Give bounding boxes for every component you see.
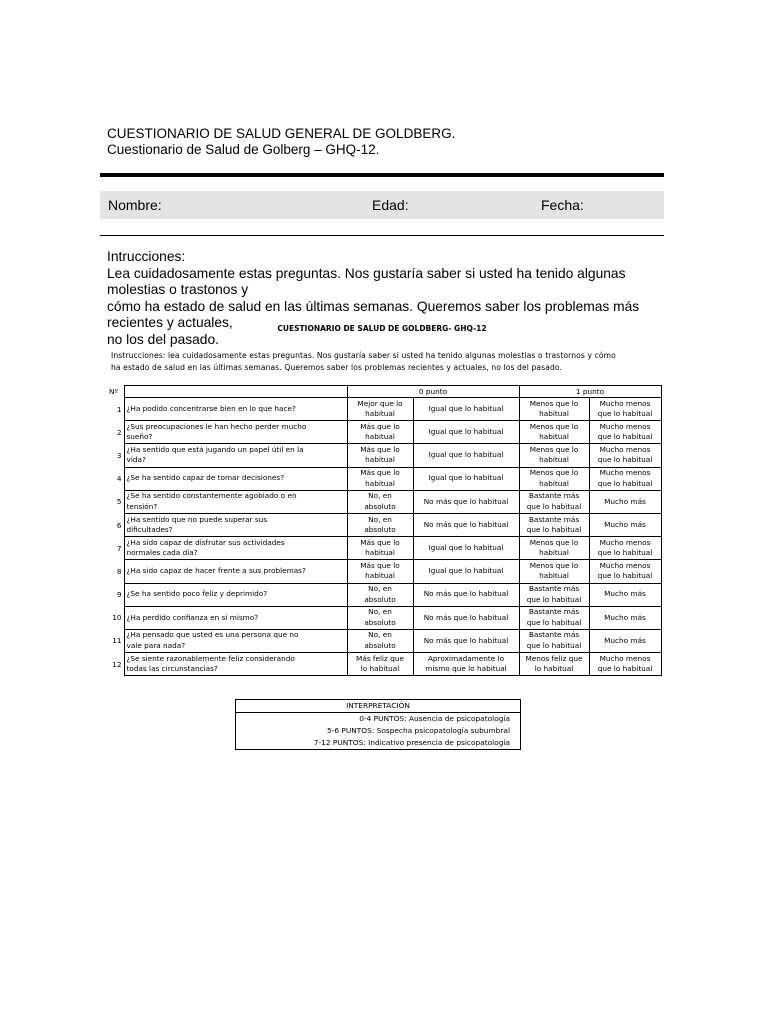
col-num-header: Nº [109, 387, 118, 396]
question-number: 2 [116, 427, 122, 437]
answer-line: habitual [539, 478, 569, 488]
answer-option-a[interactable] [347, 560, 413, 583]
answer-option-d[interactable] [589, 537, 661, 560]
answer-option-a[interactable] [347, 421, 413, 444]
answer-line: habitual [539, 548, 569, 558]
answer-line: lo habitual [360, 664, 400, 674]
answer-option-d[interactable] [589, 583, 661, 606]
question-text [124, 421, 347, 444]
question-line: ¿Se ha sentido capaz de tomar decisiones? [126, 473, 285, 483]
answer-line: No más que lo habitual [423, 612, 509, 622]
answer-option-b[interactable] [413, 560, 519, 583]
interpretation-line: 5-6 PUNTOS: Sospecha psicopatología subumbral [326, 726, 510, 735]
answer-option-b[interactable] [413, 653, 519, 676]
question-number: 3 [116, 450, 122, 460]
question-number: 10 [112, 613, 122, 623]
answer-option-c[interactable] [519, 490, 589, 513]
question-line: ¿Se ha sentido constantemente agobiado o en [126, 491, 297, 501]
answer-line: habitual [539, 409, 569, 419]
answer-option-b[interactable] [413, 629, 519, 652]
instructions-heading: Intrucciones: [107, 249, 186, 264]
answer-option-b[interactable] [413, 467, 519, 490]
answer-option-c[interactable] [519, 513, 589, 536]
col-one-point-header: 1 punto [519, 386, 661, 398]
answer-line: Bastante más [528, 630, 580, 640]
interpretation-title: INTERPRETACIÓN [236, 700, 521, 713]
age-label[interactable]: Edad: [372, 197, 409, 213]
answer-line: Mucho menos [599, 421, 651, 431]
answer-line: No, en [368, 491, 392, 501]
question-line: ¿Se siente razonablemente feliz considerando [126, 653, 295, 663]
question-text [124, 653, 347, 676]
question-line: ¿Ha perdido confianza en sí mismo? [126, 612, 259, 622]
answer-line: que lo habitual [597, 478, 653, 488]
question-row [108, 583, 661, 606]
answer-line: Mucho menos [599, 560, 651, 570]
answer-line: Bastante más [528, 514, 580, 524]
answer-line: absoluto [364, 617, 396, 627]
answer-option-c[interactable] [519, 421, 589, 444]
answer-option-a[interactable] [347, 513, 413, 536]
question-line: vida? [126, 455, 146, 465]
section-divider [100, 235, 664, 236]
answer-line: que lo habitual [597, 571, 653, 581]
answer-line: absoluto [364, 640, 396, 650]
answer-line: No, en [368, 584, 392, 594]
question-number: 12 [112, 659, 122, 669]
question-line: todas las circunstancias? [126, 664, 218, 674]
answer-line: lo habitual [534, 664, 574, 674]
answer-line: Mucho menos [599, 444, 651, 454]
answer-line: Mucho más [604, 635, 646, 645]
question-row [108, 421, 661, 444]
question-row [108, 629, 661, 652]
answer-line: Mucho más [604, 589, 646, 599]
answer-line: que lo habitual [526, 617, 582, 627]
answer-line: Mucho menos [599, 653, 651, 663]
answer-option-d[interactable] [589, 653, 661, 676]
answer-line: que lo habitual [526, 594, 582, 604]
answer-line: No más que lo habitual [423, 589, 509, 599]
answer-line: Igual que lo habitual [428, 542, 504, 552]
question-text [124, 560, 347, 583]
question-number: 8 [116, 566, 122, 576]
interpretation-line: 0-4 PUNTOS: Ausencia de psicopatología [359, 714, 510, 723]
question-number: 7 [116, 543, 122, 553]
question-text [124, 398, 347, 421]
col-question-header [124, 386, 347, 398]
answer-option-d[interactable] [589, 398, 661, 421]
answer-line: Igual que lo habitual [428, 473, 504, 483]
answer-line: Mucho menos [599, 537, 651, 547]
question-line: ¿Ha pensado que usted es una persona que no [126, 630, 299, 640]
answer-option-a[interactable] [347, 629, 413, 652]
answer-line: habitual [365, 478, 395, 488]
question-row [108, 513, 661, 536]
question-row [108, 606, 661, 629]
answer-option-a[interactable] [347, 398, 413, 421]
answer-line: Menos que lo [529, 421, 579, 431]
name-label[interactable]: Nombre: [108, 197, 162, 213]
answer-option-d[interactable] [589, 606, 661, 629]
ghq12-table [108, 385, 662, 676]
answer-option-c[interactable] [519, 560, 589, 583]
question-row [108, 467, 661, 490]
answer-line: que lo habitual [526, 525, 582, 535]
answer-line: No, en [368, 630, 392, 640]
answer-option-d[interactable] [589, 444, 661, 467]
answer-line: No más que lo habitual [423, 496, 509, 506]
answer-option-d[interactable] [589, 560, 661, 583]
answer-line: que lo habitual [526, 501, 582, 511]
answer-line: Mucho más [604, 612, 646, 622]
answer-line: Más feliz que [356, 653, 404, 663]
question-text [124, 467, 347, 490]
question-line: ¿Ha podido concentrarse bien en lo que hace? [126, 403, 296, 413]
answer-line: Mucho más [604, 496, 646, 506]
answer-option-b[interactable] [413, 421, 519, 444]
answer-line: Bastante más [528, 584, 580, 594]
answer-line: Menos que lo [529, 537, 579, 547]
answer-option-b[interactable] [413, 398, 519, 421]
answer-line: habitual [365, 548, 395, 558]
answer-line: Menos que lo [529, 398, 579, 408]
answer-option-c[interactable] [519, 398, 589, 421]
answer-line: No más que lo habitual [423, 635, 509, 645]
question-number: 1 [116, 404, 122, 414]
instructions-block [107, 249, 663, 348]
answer-line: habitual [365, 409, 395, 419]
answer-option-a[interactable] [347, 583, 413, 606]
answer-option-b[interactable] [413, 444, 519, 467]
answer-option-c[interactable] [519, 653, 589, 676]
question-line: ¿Ha sentido que no puede superar sus [126, 514, 268, 524]
answer-line: Bastante más [528, 607, 580, 617]
instructions-line: Lea cuidadosamente estas preguntas. Nos gustaría saber si usted ha tenido algunas molestias o trastonos y [107, 265, 626, 297]
date-label[interactable]: Fecha: [541, 197, 584, 213]
answer-option-b[interactable] [413, 537, 519, 560]
header-divider [100, 173, 664, 177]
instructions-line: cómo ha estado de salud en las últimas semanas. Queremos saber los problemas más recientes y actuales, [107, 298, 640, 330]
question-text [124, 513, 347, 536]
answer-line: absoluto [364, 501, 396, 511]
interpretation-line: 7-12 PUNTOS: Indicativo presencia de psicopatología [313, 738, 510, 747]
answer-line: Igual que lo habitual [428, 427, 504, 437]
answer-line: que lo habitual [597, 432, 653, 442]
answer-line: Bastante más [528, 491, 580, 501]
question-text [124, 537, 347, 560]
answer-line: mismo que lo habitual [425, 664, 507, 674]
question-line: tensión? [126, 501, 158, 511]
question-row [108, 398, 661, 421]
table-header-row [108, 386, 661, 398]
question-number: 9 [116, 590, 122, 600]
answer-line: absoluto [364, 525, 396, 535]
question-line: ¿Ha sentido que está jugando un papel útil en la [126, 444, 304, 454]
answer-option-c[interactable] [519, 583, 589, 606]
answer-line: Más que lo [360, 421, 400, 431]
answer-line: No más que lo habitual [423, 519, 509, 529]
col-zero-points-header: 0 punto [347, 386, 519, 398]
question-number: 6 [116, 520, 122, 530]
answer-line: que lo habitual [597, 664, 653, 674]
question-row [108, 490, 661, 513]
answer-line: Menos feliz que [525, 653, 583, 663]
answer-line: que lo habitual [597, 409, 653, 419]
questionnaire-instr-line: ha estado de salud en las últimas semanas. Queremos saber los problemas recientes y actuales, no los del pasado. [111, 362, 562, 372]
answer-option-c[interactable] [519, 537, 589, 560]
answer-option-b[interactable] [413, 513, 519, 536]
answer-option-a[interactable] [347, 467, 413, 490]
question-line: ¿Ha sido capaz de hacer frente a sus problemas? [126, 566, 306, 576]
document-title: CUESTIONARIO DE SALUD GENERAL DE GOLDBERG. [107, 126, 456, 141]
answer-line: Mucho más [604, 519, 646, 529]
answer-line: Más que lo [360, 468, 400, 478]
answer-line: Menos que lo [529, 560, 579, 570]
answer-line: Más que lo [360, 560, 400, 570]
question-number: 4 [116, 474, 122, 484]
answer-option-a[interactable] [347, 490, 413, 513]
questionnaire-title: CUESTIONARIO DE SALUD DE GOLDBERG- GHQ-12 [277, 324, 487, 333]
personal-info-bar [100, 191, 664, 219]
answer-option-b[interactable] [413, 583, 519, 606]
question-text [124, 583, 347, 606]
answer-line: Igual que lo habitual [428, 566, 504, 576]
question-line: sueño? [126, 432, 153, 442]
answer-line: Menos que lo [529, 444, 579, 454]
question-row [108, 560, 661, 583]
instructions-line: no los del pasado. [107, 331, 219, 347]
answer-option-a[interactable] [347, 653, 413, 676]
answer-line: habitual [365, 571, 395, 581]
answer-option-a[interactable] [347, 444, 413, 467]
question-line: ¿Ha sido capaz de disfrutar sus actividades [126, 537, 285, 547]
answer-option-b[interactable] [413, 606, 519, 629]
answer-line: habitual [539, 432, 569, 442]
answer-line: absoluto [364, 594, 396, 604]
answer-line: Igual que lo habitual [428, 403, 504, 413]
question-line: ¿Se ha sentido poco feliz y deprimido? [126, 589, 268, 599]
question-line: vale para nada? [126, 640, 186, 650]
question-row [108, 653, 661, 676]
question-number: 5 [116, 497, 122, 507]
question-row [108, 537, 661, 560]
interpretation-table [235, 699, 521, 750]
answer-option-c[interactable] [519, 444, 589, 467]
answer-line: Mucho menos [599, 468, 651, 478]
answer-line: que lo habitual [526, 640, 582, 650]
questionnaire-instr-line: Instrucciones: lea cuidadosamente estas preguntas. Nos gustaría saber si usted ha tenido algunas molestias o trastornos y cómo [111, 351, 616, 360]
answer-line: Mejor que lo [357, 398, 403, 408]
answer-line: que lo habitual [597, 548, 653, 558]
questionnaire-instructions [111, 350, 666, 373]
answer-line: No, en [368, 607, 392, 617]
question-line: normales cada día? [126, 548, 198, 558]
answer-option-c[interactable] [519, 606, 589, 629]
question-number: 11 [112, 636, 122, 646]
answer-option-d[interactable] [589, 490, 661, 513]
answer-line: Más que lo [360, 537, 400, 547]
answer-option-d[interactable] [589, 467, 661, 490]
answer-option-d[interactable] [589, 421, 661, 444]
answer-option-d[interactable] [589, 629, 661, 652]
answer-option-d[interactable] [589, 513, 661, 536]
question-text [124, 606, 347, 629]
answer-option-c[interactable] [519, 629, 589, 652]
question-line: ¿Sus preocupaciones le han hecho perder mucho [126, 421, 307, 431]
answer-line: que lo habitual [597, 455, 653, 465]
question-text [124, 490, 347, 513]
question-text [124, 444, 347, 467]
answer-option-a[interactable] [347, 537, 413, 560]
answer-line: No, en [368, 514, 392, 524]
answer-line: Igual que lo habitual [428, 450, 504, 460]
answer-line: habitual [365, 432, 395, 442]
answer-option-c[interactable] [519, 467, 589, 490]
answer-line: Menos que lo [529, 468, 579, 478]
answer-line: habitual [539, 571, 569, 581]
answer-line: habitual [365, 455, 395, 465]
answer-option-a[interactable] [347, 606, 413, 629]
answer-line: habitual [539, 455, 569, 465]
answer-option-b[interactable] [413, 490, 519, 513]
answer-line: Mucho menos [599, 398, 651, 408]
document-subtitle: Cuestionario de Salud de Golberg – GHQ-12. [107, 142, 380, 157]
question-line: dificultades? [126, 525, 173, 535]
answer-line: Aproximadamente lo [427, 653, 505, 663]
question-row [108, 444, 661, 467]
question-text [124, 629, 347, 652]
answer-line: Más que lo [360, 444, 400, 454]
